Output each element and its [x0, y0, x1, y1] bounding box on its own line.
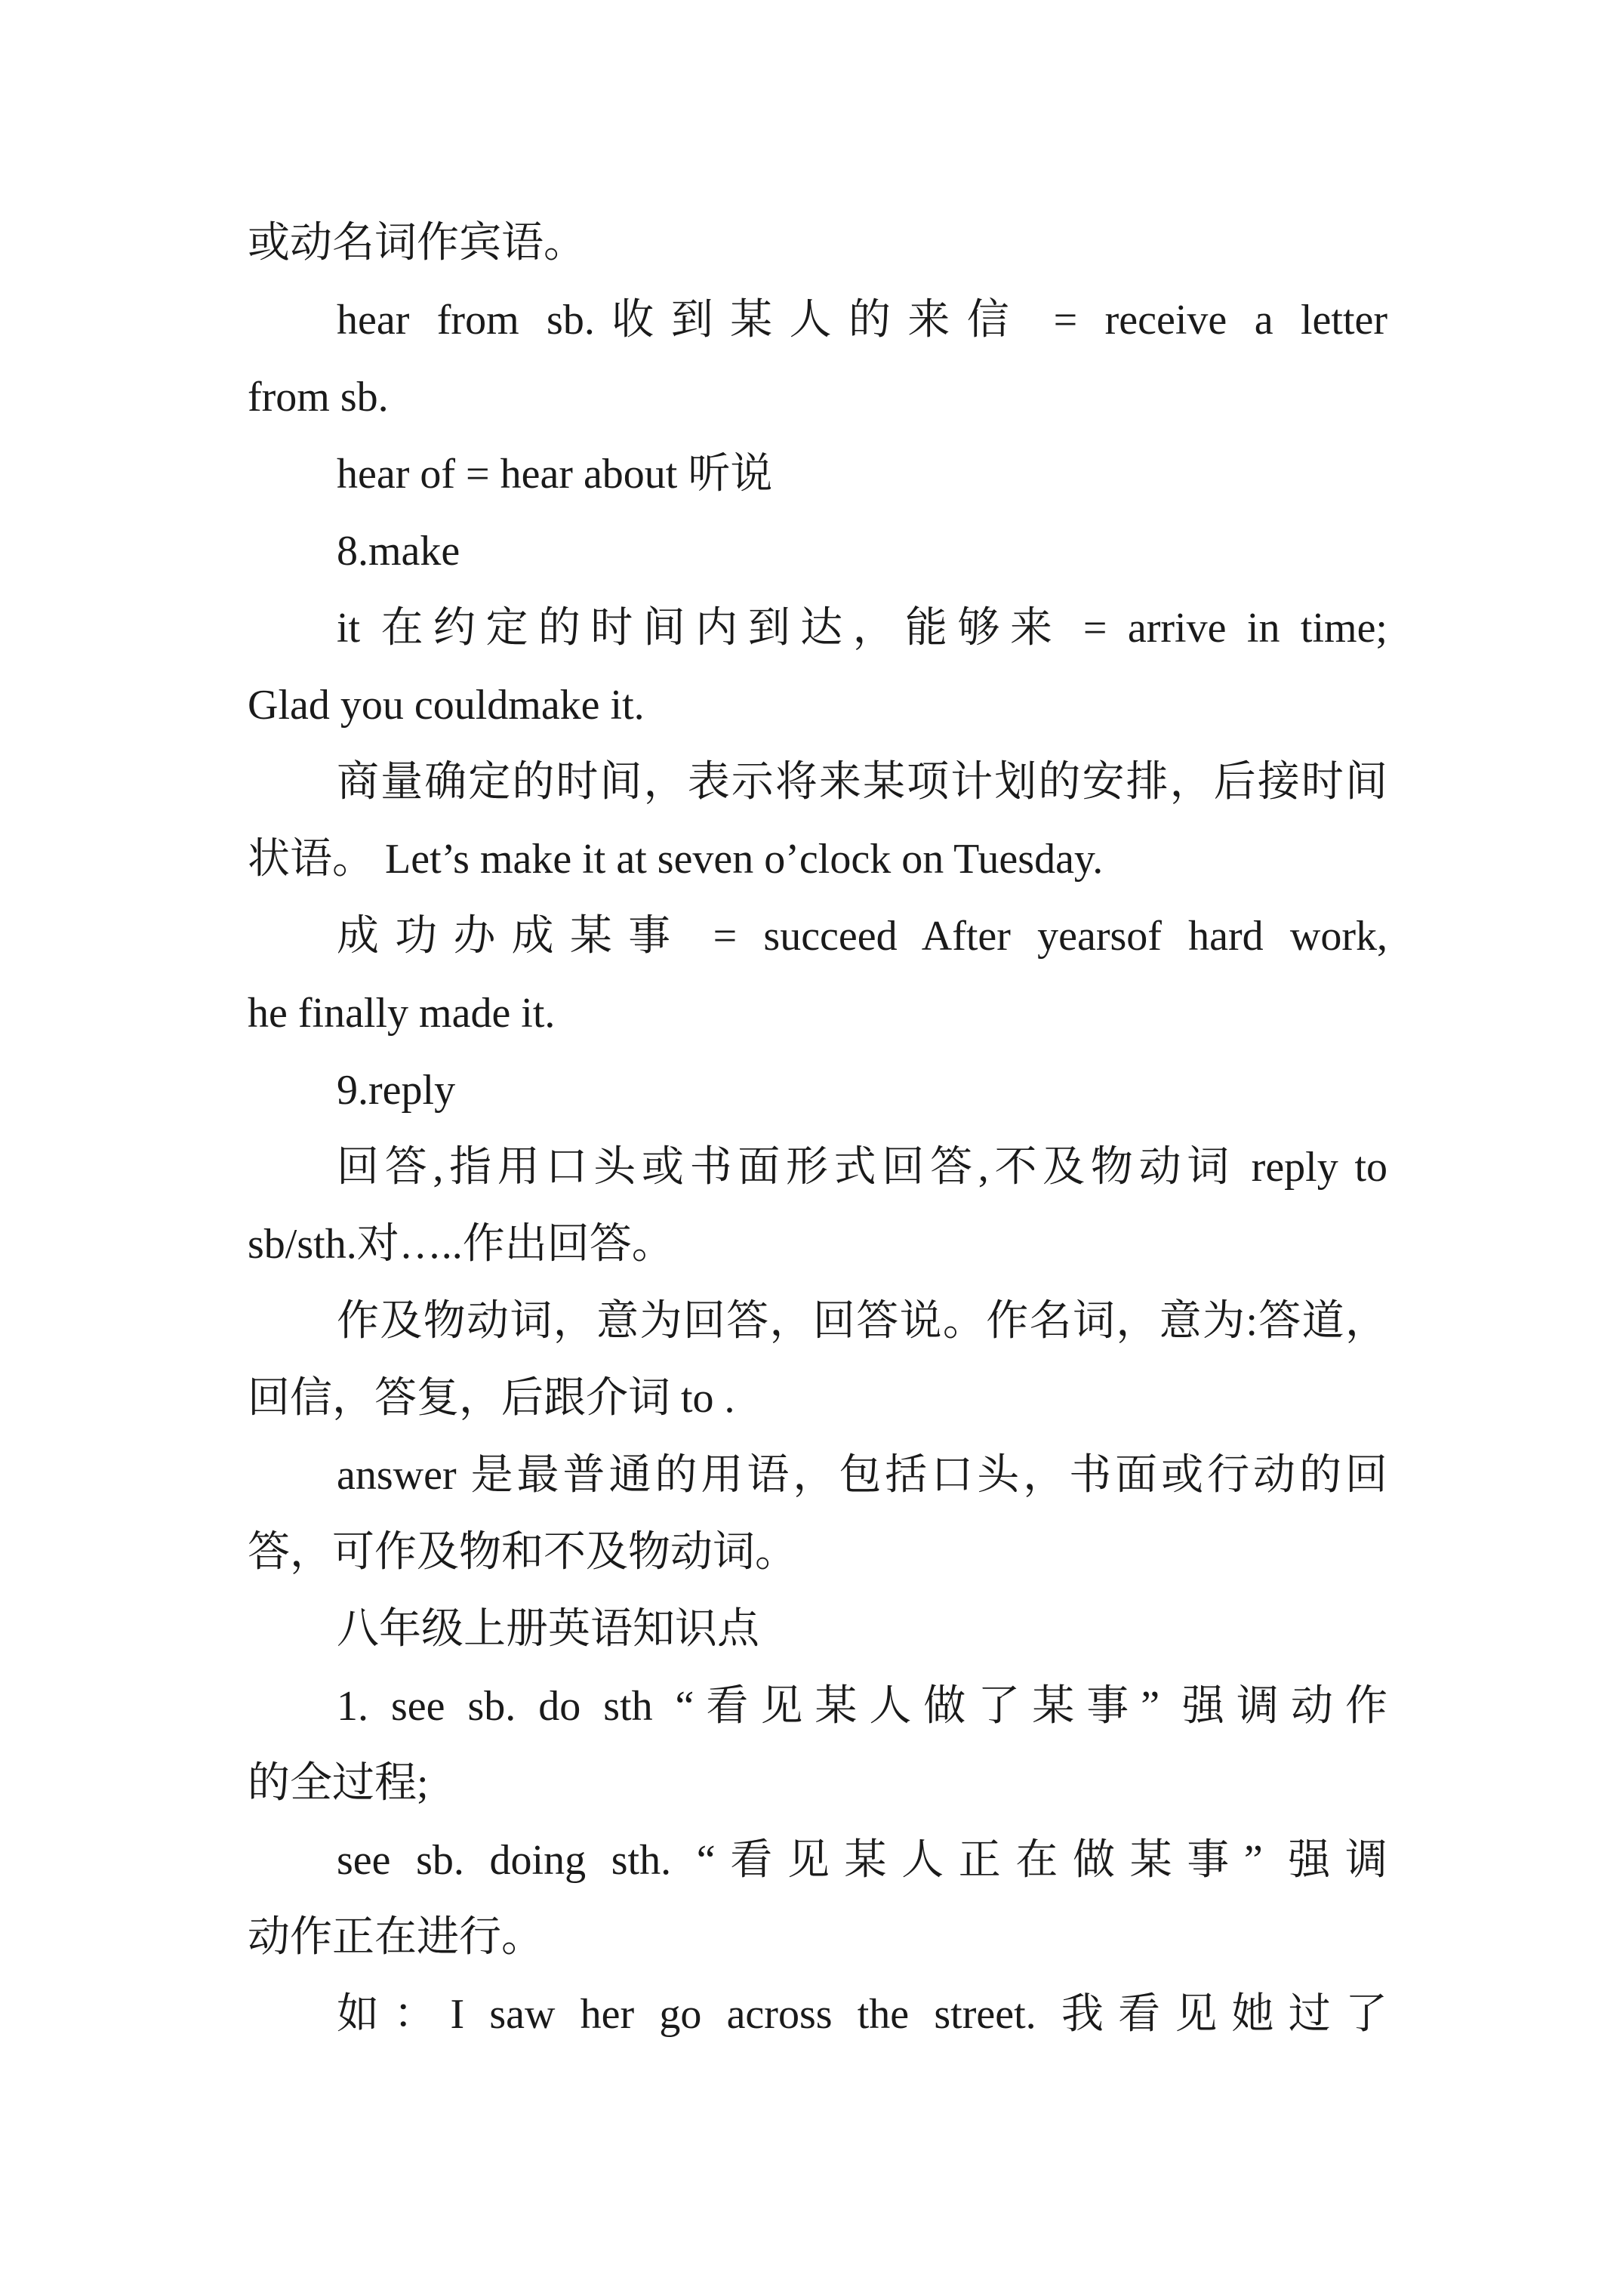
text-line: 回信，答复，后跟介词 to . — [248, 1375, 735, 1422]
text-line: see sb. doing sth. “看见某人正在做某事” 强调 — [337, 1837, 1387, 1884]
text-line: 商量确定的时间，表示将来某项计划的安排，后接时间 — [337, 759, 1387, 806]
paragraph-hear-of — [248, 436, 1387, 513]
paragraph-reply-transitive — [248, 1283, 1387, 1437]
text-line: 如：I saw her go across the street. 我看见她过了 — [337, 1991, 1387, 2038]
text-line: 9.reply — [337, 1067, 456, 1114]
text-line: 或动名词作宾语。 — [248, 220, 586, 267]
document-body — [248, 205, 1387, 2053]
text-line: hear of = hear about 听说 — [337, 451, 773, 498]
heading-reply — [248, 1052, 1387, 1129]
paragraph-reply-intransitive — [248, 1129, 1387, 1283]
text-line: 八年级上册英语知识点 — [337, 1606, 759, 1653]
text-line: Glad you couldmake it. — [248, 682, 645, 729]
paragraph-answer — [248, 1437, 1387, 1591]
text-line: 的全过程; — [248, 1760, 429, 1807]
text-line: it 在约定的时间内到达，能够来 = arrive in time; — [337, 605, 1387, 652]
text-line: 8.make — [337, 528, 460, 575]
text-line: 1. see sb. do sth “看见某人做了某事” 强调动作 — [337, 1683, 1387, 1730]
heading-make — [248, 513, 1387, 590]
text-line: 作及物动词，意为回答，回答说。作名词，意为:答道， — [337, 1298, 1387, 1345]
paragraph-continuation — [248, 205, 1387, 282]
text-line: from sb. — [248, 374, 389, 421]
paragraph-see-do — [248, 1668, 1387, 1822]
paragraph-make-it-arrive — [248, 590, 1387, 744]
section-title — [248, 1591, 1387, 1668]
paragraph-hear-from — [248, 282, 1387, 436]
paragraph-example — [248, 1976, 1387, 2053]
text-line: answer 是最普通的用语，包括口头，书面或行动的回 — [337, 1452, 1387, 1499]
text-line: 回答,指用口头或书面形式回答,不及物动词 reply to — [337, 1144, 1387, 1191]
text-line: 状语。 Let’s make it at seven o’clock on Tuesday. — [248, 836, 1104, 883]
text-line: sb/sth.对…..作出回答。 — [248, 1221, 674, 1268]
paragraph-see-doing — [248, 1822, 1387, 1976]
paragraph-make-it-time — [248, 744, 1387, 898]
text-line: hear from sb.收到某人的来信 = receive a letter — [337, 297, 1387, 344]
text-line: 动作正在进行。 — [248, 1914, 544, 1961]
text-line: 成功办成某事 = succeed After yearsof hard work, — [337, 913, 1387, 960]
text-line: he finally made it. — [248, 990, 556, 1037]
text-line: 答，可作及物和不及物动词。 — [248, 1529, 797, 1576]
paragraph-make-it-succeed — [248, 898, 1387, 1052]
